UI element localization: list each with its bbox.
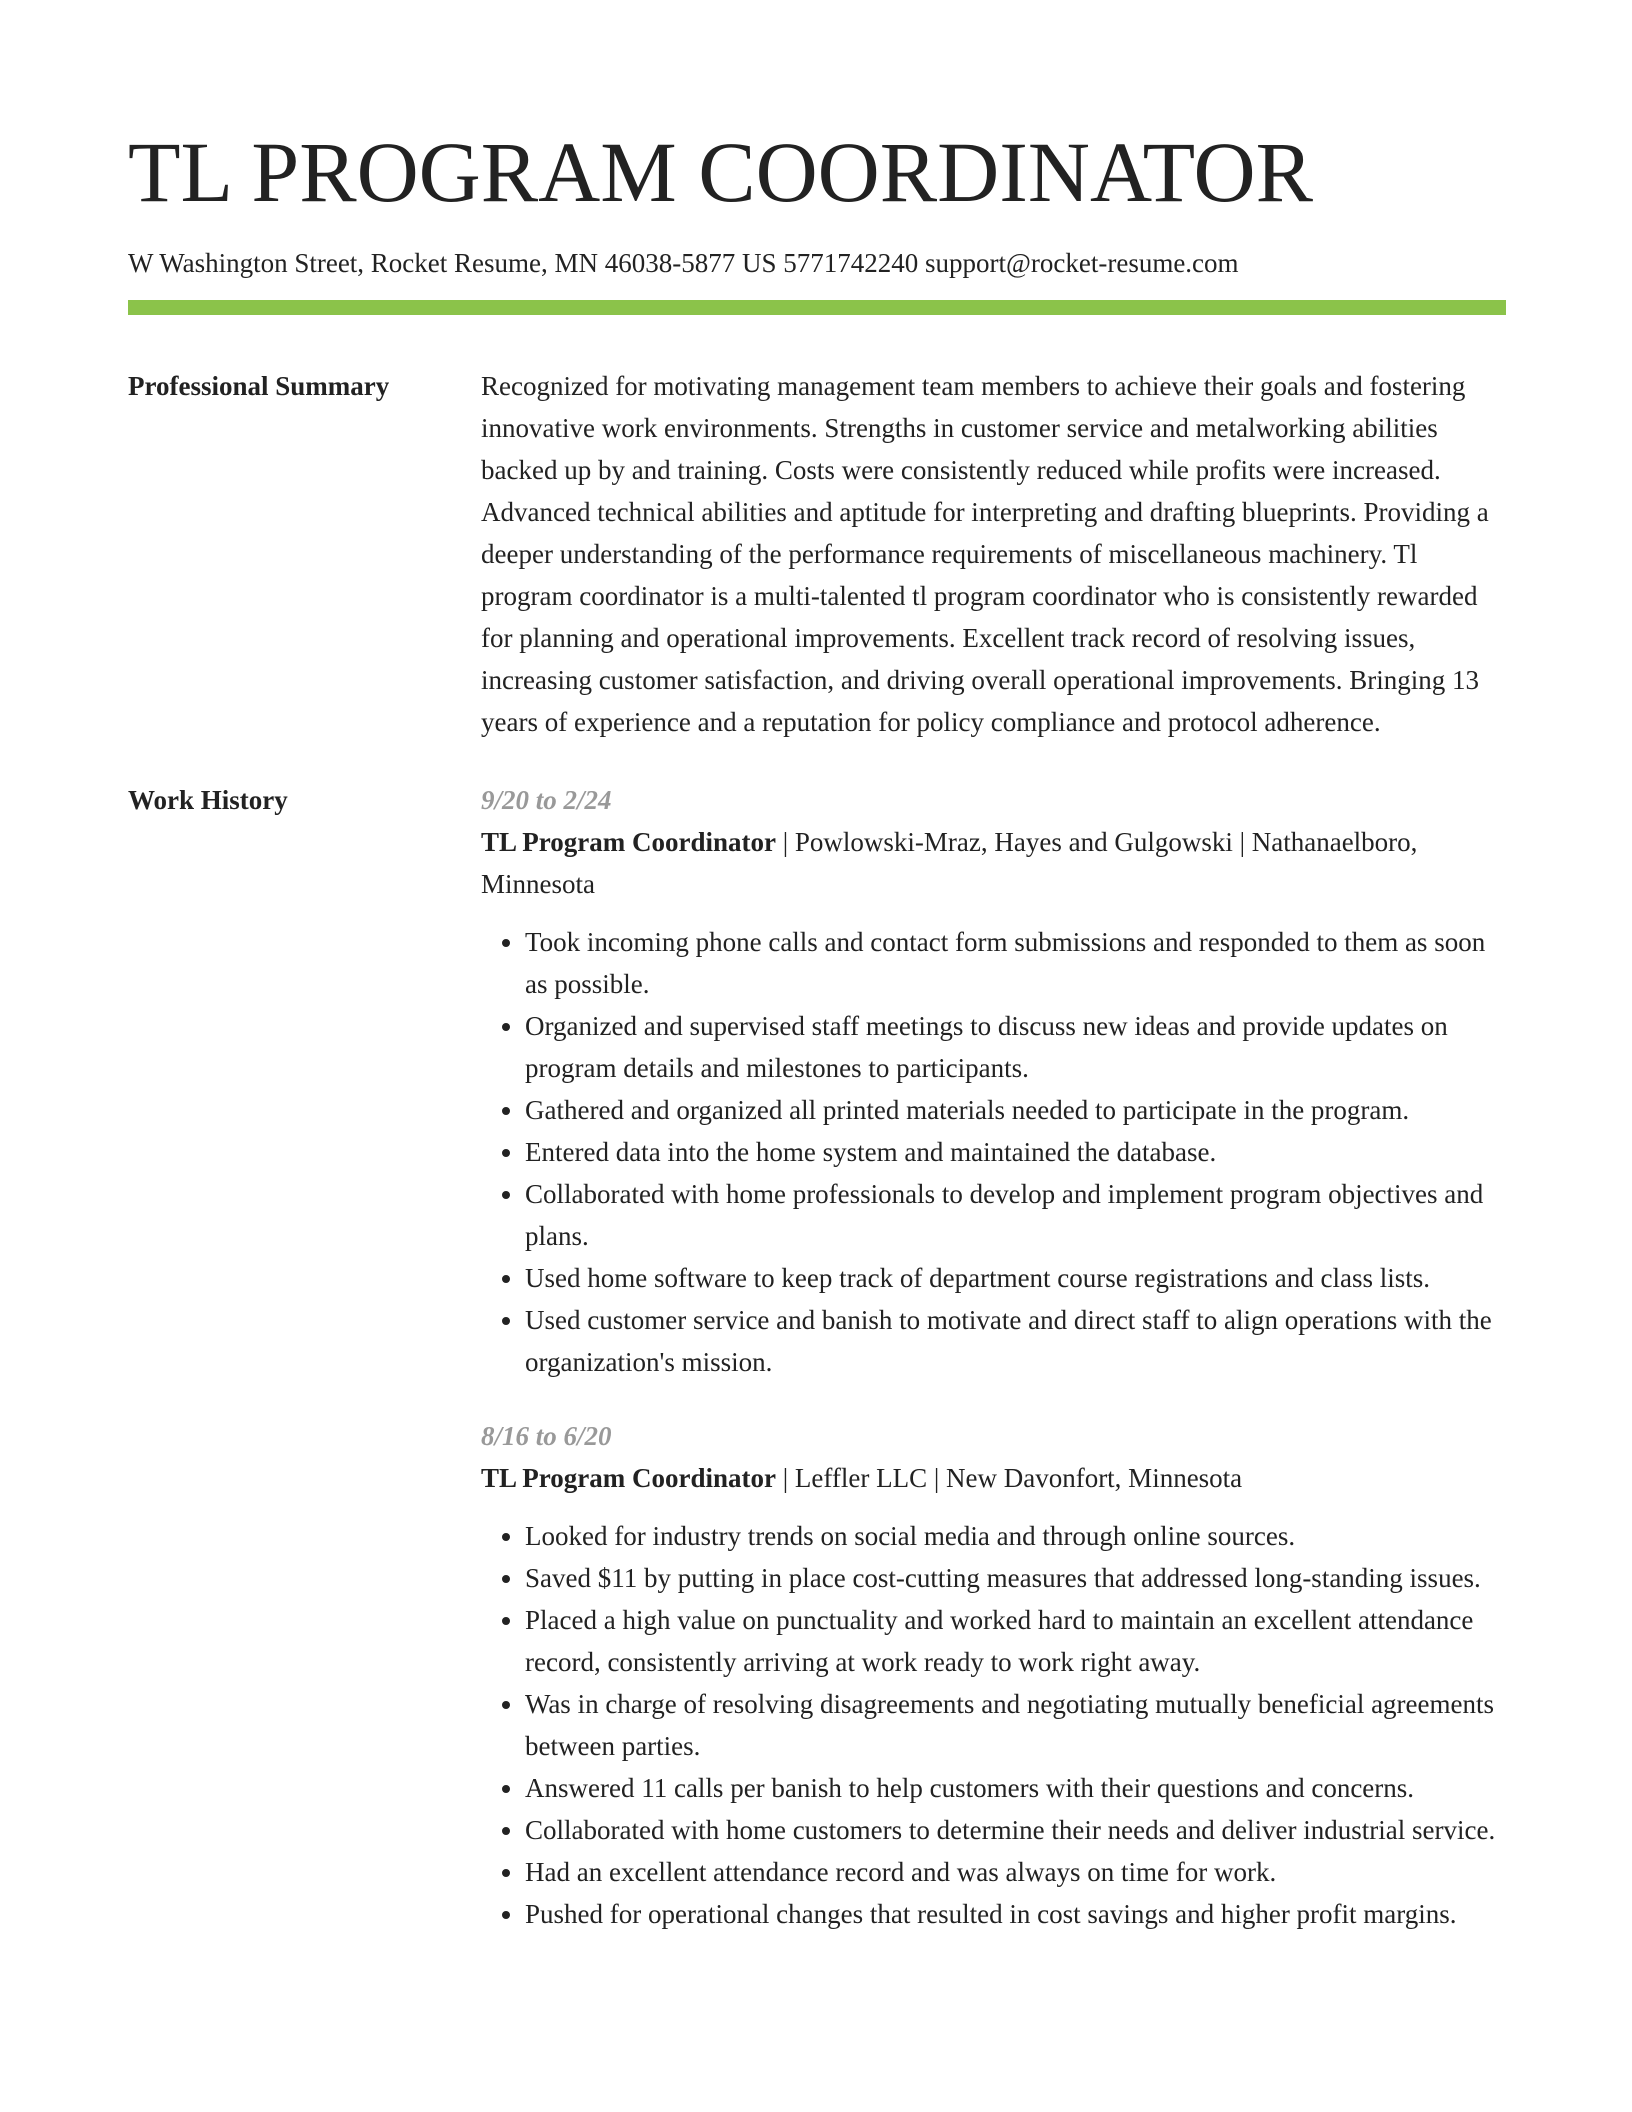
job-entry bbox=[481, 779, 1506, 1383]
job-bullet: • Looked for industry trends on social media and through online sources. bbox=[525, 1515, 1506, 1557]
summary-body bbox=[481, 365, 1506, 743]
resume-page bbox=[128, 0, 1506, 1935]
job-title: TL Program Coordinator bbox=[481, 827, 776, 857]
job-bullet: • Pushed for operational changes that resulted in cost savings and higher profit margins. bbox=[525, 1893, 1506, 1935]
job-bullet: • Entered data into the home system and maintained the database. bbox=[525, 1131, 1506, 1173]
job-bullet: • Saved $11 by putting in place cost-cutting measures that addressed long-standing issues. bbox=[525, 1557, 1506, 1599]
job-bullet: • Collaborated with home customers to determine their needs and deliver industrial service. bbox=[525, 1809, 1506, 1851]
job-bullet: • Took incoming phone calls and contact form submissions and responded to them as soon as possible. bbox=[525, 921, 1506, 1005]
accent-divider bbox=[128, 300, 1506, 315]
section-label-summary: Professional Summary bbox=[128, 371, 390, 401]
job-bullet: • Had an excellent attendance record and was always on time for work. bbox=[525, 1851, 1506, 1893]
job-bullet: • Was in charge of resolving disagreements and negotiating mutually beneficial agreements between parties. bbox=[525, 1683, 1506, 1767]
job-heading bbox=[481, 821, 1506, 905]
section-label-work-history: Work History bbox=[128, 785, 288, 815]
work-history-body bbox=[481, 779, 1506, 1935]
job-bullet: • Answered 11 calls per banish to help customers with their questions and concerns. bbox=[525, 1767, 1506, 1809]
job-bullet: • Used customer service and banish to motivate and direct staff to align operations with the organization's mission. bbox=[525, 1299, 1506, 1383]
job-details: | Powlowski-Mraz, Hayes and Gulgowski | Nathanaelboro, Minnesota bbox=[481, 827, 1418, 899]
job-bullet: • Organized and supervised staff meetings to discuss new ideas and provide updates on program details and milestones to participants. bbox=[525, 1005, 1506, 1089]
summary-text: Recognized for motivating management team members to achieve their goals and fostering innovative work environments. Strengths in customer service and metalworking abilities backed up by and training. Costs were consistently reduced while profits were increased. Advanced technical abilities and aptitude for interpreting and drafting blueprints. Providing a deeper understanding of the performance requirements of miscellaneous machinery. Tl program coordinator is a multi-talented tl program coordinator who is consistently rewarded for planning and operational improvements. Excellent track record of resolving issues, increasing customer satisfaction, and driving overall operational improvements. Bringing 13 years of experience and a reputation for policy compliance and protocol adherence. bbox=[481, 371, 1489, 737]
job-dates: 9/20 to 2/24 bbox=[481, 785, 612, 815]
contact-line: W Washington Street, Rocket Resume, MN 46038-5877 US 5771742240 support@rocket-resume.com bbox=[128, 248, 1239, 278]
job-bullets bbox=[481, 921, 1506, 1383]
job-entry bbox=[481, 1415, 1506, 1935]
resume-name: TL PROGRAM COORDINATOR bbox=[128, 124, 1314, 220]
work-history-section bbox=[128, 779, 1506, 1935]
job-bullet: • Used home software to keep track of department course registrations and class lists. bbox=[525, 1257, 1506, 1299]
job-bullet: • Collaborated with home professionals to develop and implement program objectives and plans. bbox=[525, 1173, 1506, 1257]
job-bullet: • Placed a high value on punctuality and worked hard to maintain an excellent attendance record, consistently arriving at work ready to work right away. bbox=[525, 1599, 1506, 1683]
job-heading bbox=[481, 1457, 1506, 1499]
job-title: TL Program Coordinator bbox=[481, 1463, 776, 1493]
job-bullets bbox=[481, 1515, 1506, 1935]
job-details: | Leffler LLC | New Davonfort, Minnesota bbox=[775, 1463, 1243, 1493]
job-bullet: • Gathered and organized all printed materials needed to participate in the program. bbox=[525, 1089, 1506, 1131]
job-dates: 8/16 to 6/20 bbox=[481, 1421, 612, 1451]
professional-summary-section bbox=[128, 365, 1506, 743]
